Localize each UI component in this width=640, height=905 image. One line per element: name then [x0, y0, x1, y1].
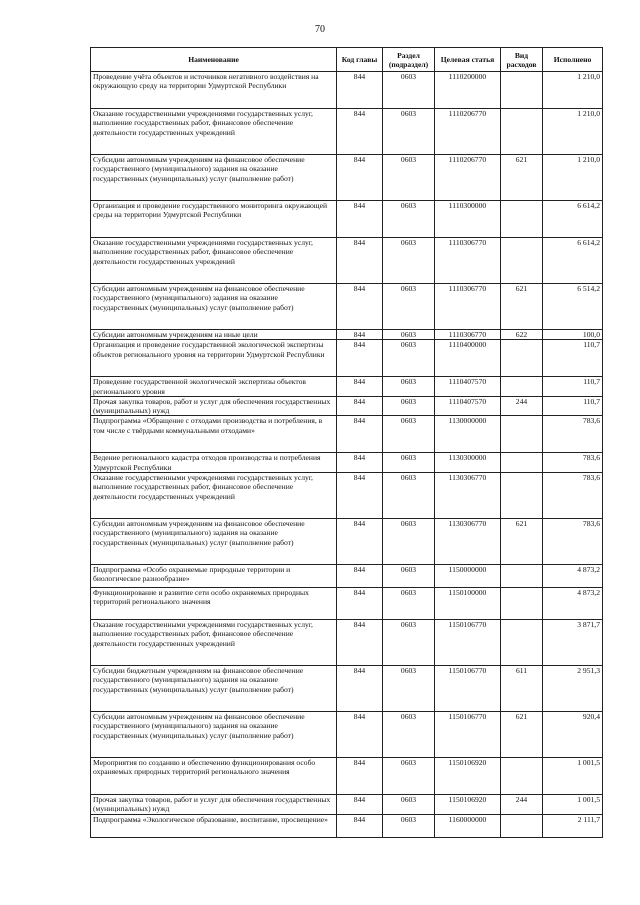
cell-article: 1150106920 — [435, 758, 501, 795]
cell-amount: 6 514,2 — [543, 284, 603, 330]
cell-amount: 4 873,2 — [543, 565, 603, 588]
cell-type: 621 — [501, 284, 543, 330]
cell-name: Субсидии автономным учреждениям на финансовое обеспечение государственного (муниципального) задания на оказание государственных (муниципальных) услуг (выполнение работ) — [91, 519, 337, 565]
cell-code: 844 — [337, 284, 383, 330]
cell-type — [501, 814, 543, 837]
cell-article: 1150100000 — [435, 588, 501, 620]
cell-section: 0603 — [383, 72, 435, 109]
cell-amount: 783,6 — [543, 519, 603, 565]
cell-amount: 783,6 — [543, 416, 603, 453]
cell-article: 1110407570 — [435, 377, 501, 397]
cell-type — [501, 758, 543, 795]
cell-name: Проведение учёта объектов и источников негативного воздействия на окружающую среду на территории Удмуртской Республики — [91, 72, 337, 109]
cell-amount: 100,0 — [543, 330, 603, 340]
header-name: Наименование — [91, 48, 337, 72]
cell-article: 1150106770 — [435, 712, 501, 758]
cell-article: 1110200000 — [435, 72, 501, 109]
table-row — [91, 620, 603, 666]
cell-name: Оказание государственными учреждениями государственных услуг, выполнение государственных работ, финансовое обеспечение деятельности государственных учреждений — [91, 620, 337, 666]
cell-name: Субсидии автономным учреждениям на финансовое обеспечение государственного (муниципального) задания на оказание государственных (муниципальных) услуг (выполнение работ) — [91, 155, 337, 201]
cell-code: 844 — [337, 396, 383, 416]
table-row — [91, 712, 603, 758]
cell-article: 1110306770 — [435, 284, 501, 330]
cell-amount: 110,7 — [543, 396, 603, 416]
table-row — [91, 453, 603, 473]
cell-section: 0603 — [383, 155, 435, 201]
cell-amount: 783,6 — [543, 453, 603, 473]
cell-section: 0603 — [383, 416, 435, 453]
cell-name: Оказание государственными учреждениями государственных услуг, выполнение государственных работ, финансовое обеспечение деятельности государственных учреждений — [91, 473, 337, 519]
cell-code: 844 — [337, 416, 383, 453]
table-row — [91, 666, 603, 712]
page-number: 70 — [315, 24, 325, 35]
cell-article: 1110407570 — [435, 396, 501, 416]
cell-code: 844 — [337, 72, 383, 109]
cell-amount: 920,4 — [543, 712, 603, 758]
cell-type: 244 — [501, 795, 543, 815]
cell-name: Подпрограмма «Особо охраняемые природные территории и биологическое разнообразие» — [91, 565, 337, 588]
table-row — [91, 155, 603, 201]
table-row — [91, 565, 603, 588]
cell-type: 621 — [501, 519, 543, 565]
table-header-row — [91, 48, 603, 72]
cell-section: 0603 — [383, 453, 435, 473]
table-row — [91, 416, 603, 453]
cell-amount: 1 210,0 — [543, 155, 603, 201]
cell-name: Субсидии автономным учреждениям на финансовое обеспечение государственного (муниципального) задания на оказание государственных (муниципальных) услуг (выполнение работ) — [91, 712, 337, 758]
cell-code: 844 — [337, 473, 383, 519]
cell-article: 1150106770 — [435, 620, 501, 666]
cell-amount: 1 001,5 — [543, 758, 603, 795]
table-body — [91, 72, 603, 838]
cell-name: Прочая закупка товаров, работ и услуг для обеспечения государственных (муниципальных) нужд — [91, 795, 337, 815]
cell-article: 1130000000 — [435, 416, 501, 453]
cell-name: Оказание государственными учреждениями государственных услуг, выполнение государственных работ, финансовое обеспечение деятельности государственных учреждений — [91, 109, 337, 155]
cell-name: Мероприятия по созданию и обеспечению функционирования особо охраняемых природных территорий регионального значения — [91, 758, 337, 795]
cell-amount: 4 873,2 — [543, 588, 603, 620]
cell-code: 844 — [337, 238, 383, 284]
cell-type — [501, 473, 543, 519]
cell-section: 0603 — [383, 758, 435, 795]
cell-name: Субсидии автономным учреждениям на финансовое обеспечение государственного (муниципального) задания на оказание государственных (муниципальных) услуг (выполнение работ) — [91, 284, 337, 330]
cell-amount: 110,7 — [543, 340, 603, 377]
cell-name: Оказание государственными учреждениями государственных услуг, выполнение государственных работ, финансовое обеспечение деятельности государственных учреждений — [91, 238, 337, 284]
cell-type — [501, 453, 543, 473]
header-article: Целевая статья — [435, 48, 501, 72]
cell-code: 844 — [337, 155, 383, 201]
cell-amount: 1 001,5 — [543, 795, 603, 815]
table-row — [91, 795, 603, 815]
cell-amount: 6 614,2 — [543, 238, 603, 284]
cell-article: 1150000000 — [435, 565, 501, 588]
cell-type — [501, 565, 543, 588]
table-row — [91, 588, 603, 620]
cell-section: 0603 — [383, 201, 435, 238]
cell-code: 844 — [337, 201, 383, 238]
cell-section: 0603 — [383, 109, 435, 155]
cell-code: 844 — [337, 330, 383, 340]
cell-name: Субсидии автономным учреждениям на иные цели — [91, 330, 337, 340]
cell-section: 0603 — [383, 814, 435, 837]
cell-type — [501, 201, 543, 238]
cell-article: 1130306770 — [435, 519, 501, 565]
cell-type — [501, 238, 543, 284]
cell-article: 1110306770 — [435, 238, 501, 284]
cell-code: 844 — [337, 565, 383, 588]
cell-amount: 3 871,7 — [543, 620, 603, 666]
cell-code: 844 — [337, 109, 383, 155]
table-row — [91, 814, 603, 837]
cell-code: 844 — [337, 814, 383, 837]
cell-section: 0603 — [383, 340, 435, 377]
cell-amount: 6 614,2 — [543, 201, 603, 238]
cell-section: 0603 — [383, 795, 435, 815]
cell-type — [501, 588, 543, 620]
cell-amount: 2 111,7 — [543, 814, 603, 837]
cell-type — [501, 416, 543, 453]
cell-type: 611 — [501, 666, 543, 712]
cell-type — [501, 377, 543, 397]
table-row — [91, 201, 603, 238]
cell-amount: 110,7 — [543, 377, 603, 397]
cell-code: 844 — [337, 588, 383, 620]
cell-section: 0603 — [383, 712, 435, 758]
table-row — [91, 758, 603, 795]
cell-name: Организация и проведение государственного мониторинга окружающей среды на территории Удмуртской Республики — [91, 201, 337, 238]
cell-code: 844 — [337, 795, 383, 815]
table-row — [91, 519, 603, 565]
cell-article: 1160000000 — [435, 814, 501, 837]
cell-amount: 1 210,0 — [543, 109, 603, 155]
table-row — [91, 340, 603, 377]
cell-section: 0603 — [383, 330, 435, 340]
cell-section: 0603 — [383, 588, 435, 620]
cell-section: 0603 — [383, 666, 435, 712]
cell-section: 0603 — [383, 620, 435, 666]
table-row — [91, 473, 603, 519]
cell-article: 1110206770 — [435, 155, 501, 201]
cell-type: 621 — [501, 712, 543, 758]
cell-code: 844 — [337, 519, 383, 565]
header-type: Вид расходов — [501, 48, 543, 72]
header-amount: Исполнено — [543, 48, 603, 72]
cell-article: 1150106770 — [435, 666, 501, 712]
cell-code: 844 — [337, 377, 383, 397]
cell-amount: 1 210,0 — [543, 72, 603, 109]
table-row — [91, 238, 603, 284]
cell-name: Субсидии бюджетным учреждениям на финансовое обеспечение государственного (муниципального) задания на оказание государственных (муниципальных) услуг (выполнение работ) — [91, 666, 337, 712]
cell-name: Подпрограмма «Экологическое образование, воспитание, просвещение» — [91, 814, 337, 837]
cell-name: Прочая закупка товаров, работ и услуг для обеспечения государственных (муниципальных) нужд — [91, 396, 337, 416]
cell-type: 622 — [501, 330, 543, 340]
cell-type — [501, 340, 543, 377]
table-row — [91, 377, 603, 397]
table-row — [91, 284, 603, 330]
table-row — [91, 109, 603, 155]
cell-code: 844 — [337, 758, 383, 795]
cell-name: Ведение регионального кадастра отходов производства и потребления Удмуртской Республики — [91, 453, 337, 473]
cell-code: 844 — [337, 453, 383, 473]
table-row — [91, 72, 603, 109]
header-section: Раздел (подраздел) — [383, 48, 435, 72]
cell-section: 0603 — [383, 396, 435, 416]
cell-name: Организация и проведение государственной экологической экспертизы объектов регионального уровня на территории Удмуртской Республики — [91, 340, 337, 377]
cell-code: 844 — [337, 712, 383, 758]
table-row — [91, 396, 603, 416]
cell-type — [501, 620, 543, 666]
cell-code: 844 — [337, 340, 383, 377]
cell-article: 1150106920 — [435, 795, 501, 815]
cell-article: 1110206770 — [435, 109, 501, 155]
cell-article: 1130306770 — [435, 473, 501, 519]
cell-section: 0603 — [383, 565, 435, 588]
header-code: Код главы — [337, 48, 383, 72]
cell-name: Проведение государственной экологической экспертизы объектов регионального уровня — [91, 377, 337, 397]
cell-name: Подпрограмма «Обращение с отходами производства и потребления, в том числе с твёрдыми коммунальными отходами» — [91, 416, 337, 453]
cell-code: 844 — [337, 666, 383, 712]
cell-section: 0603 — [383, 284, 435, 330]
budget-table — [90, 47, 603, 838]
cell-amount: 783,6 — [543, 473, 603, 519]
cell-section: 0603 — [383, 238, 435, 284]
cell-section: 0603 — [383, 519, 435, 565]
cell-type — [501, 72, 543, 109]
table-row — [91, 330, 603, 340]
cell-article: 1110300000 — [435, 201, 501, 238]
cell-type — [501, 109, 543, 155]
cell-section: 0603 — [383, 473, 435, 519]
cell-article: 1130300000 — [435, 453, 501, 473]
cell-type: 244 — [501, 396, 543, 416]
cell-amount: 2 951,3 — [543, 666, 603, 712]
cell-article: 1110306770 — [435, 330, 501, 340]
cell-code: 844 — [337, 620, 383, 666]
cell-article: 1110400000 — [435, 340, 501, 377]
cell-section: 0603 — [383, 377, 435, 397]
cell-name: Функционирование и развитие сети особо охраняемых природных территорий регионального значения — [91, 588, 337, 620]
cell-type: 621 — [501, 155, 543, 201]
